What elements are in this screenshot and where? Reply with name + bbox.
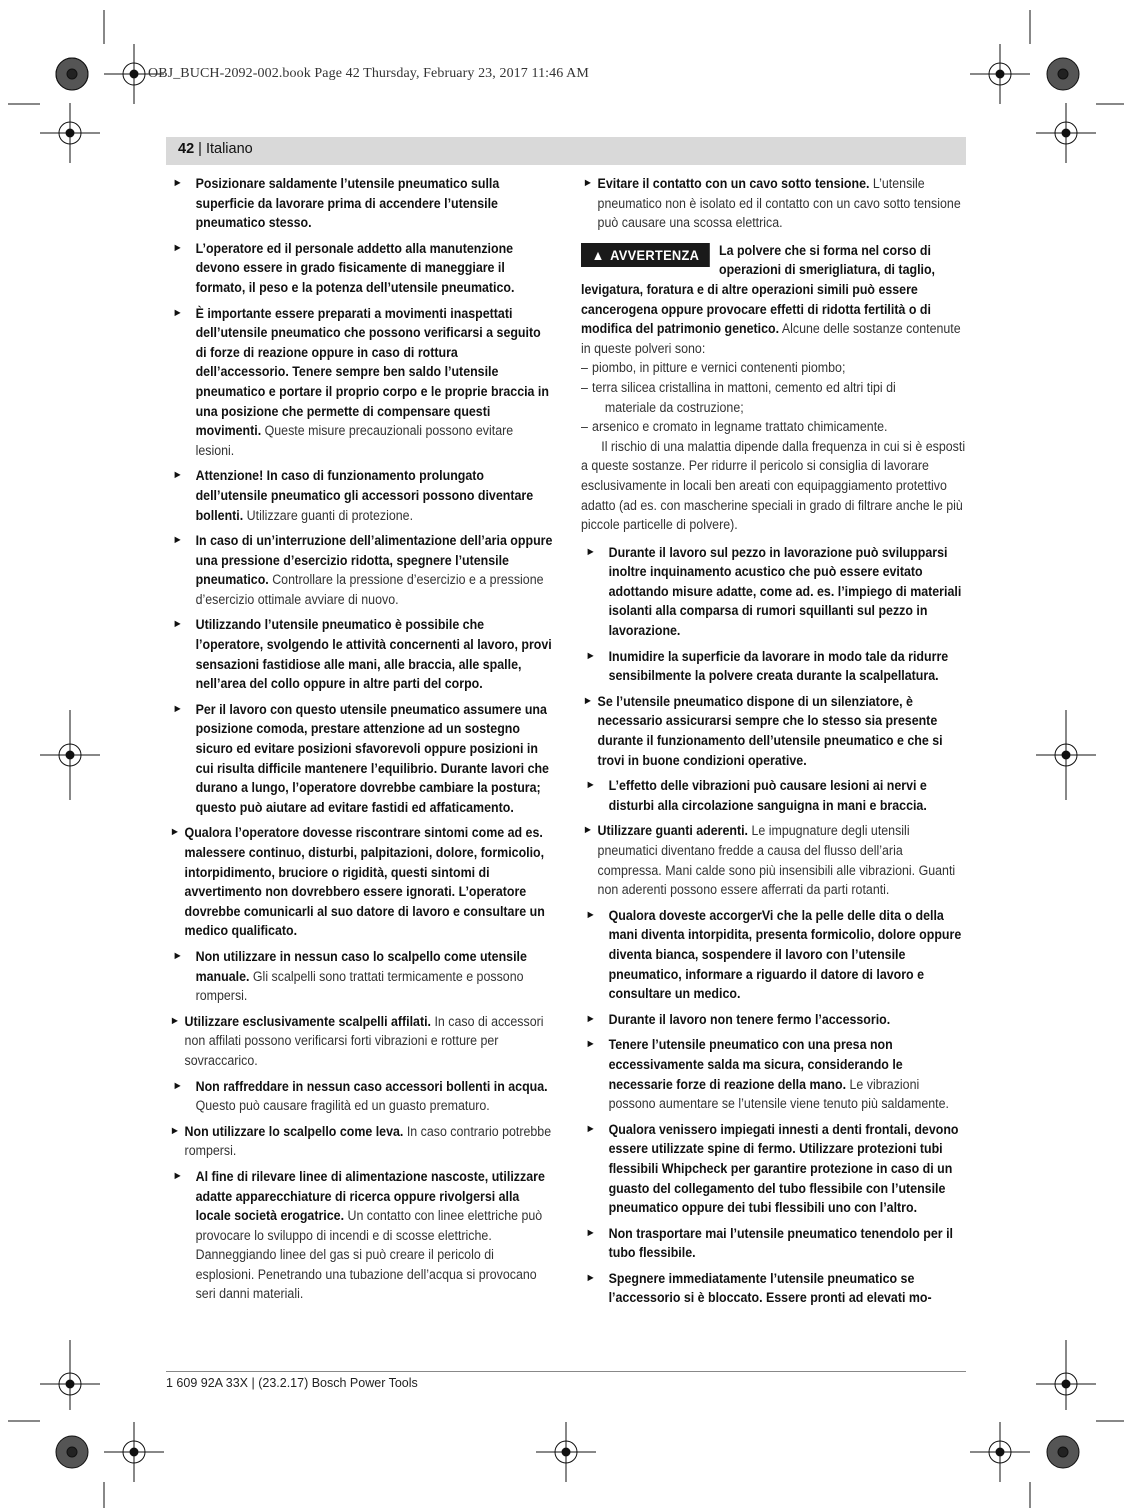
list-item: – terra silicea cristallina in mattoni, cemento ed altri tipi di [581,379,896,395]
crosshair-icon [40,1340,100,1410]
bullet-icon: ► [172,949,183,962]
bullet-icon: ► [585,1226,596,1239]
list-item: – piombo, in pitture e vernici contenenti piombo; [581,360,846,376]
bullet-icon: ► [172,534,183,547]
list-item: materiale da costruzione; [604,399,744,415]
page-number: 42 | Italiano [178,141,253,157]
warning-badge: ▲ AVVERTENZA [581,243,710,267]
right-column [581,174,967,1314]
safety-item: ► Durante il lavoro non tenere fermo l’accessorio. [581,1010,967,1030]
page-header [166,137,966,165]
crosshair-icon [1036,710,1096,800]
bullet-icon: ► [169,826,180,839]
color-rosette-icon [1047,1436,1079,1468]
bullet-icon: ► [172,177,183,189]
bullet-icon: ► [582,694,593,707]
warning-block: ▲ AVVERTENZA La polvere che si forma nel corso di operazioni di smerigliatura, di taglio, levigatura, foratura e di altre operazioni simili può essere cancerogena oppure provocare effetti di ridotta fertilità o di modifica del patrimonio genetico. Alcune delle sostanze contenute in queste polveri sono: – piombo, in pitture e vernici contenenti piombo; – terra silicea cristallina in mattoni, cemento ed altri tipi di materiale da costruzione; – arsenico e cromato in legname trattato chimicamente. Il rischio di una malattia dipende dalla frequenza in cui si è esposti a queste sostanze. Per ridurre il pericolo si consiglia di lavorare esclusivamente in locali ben areati con equipaggiamento protettivo adatto (ad es. con mascherine speciali in grado di filtrare anche le più piccole particelle di polvere). [581,241,967,535]
safety-item: ► Qualora venissero impiegati innesti a denti frontali, devono essere utilizzate spine di fermo. Utilizzare protezioni tubi flessibili Whipcheck per garantire protezione in caso di un guasto del collegamento del tubo flessibile con l’utensile pneumatico oppure dei tubi flessibili uno con l’altro. [585,1121,959,1216]
bullet-icon: ► [585,908,596,921]
crosshair-icon [1036,1340,1096,1410]
bullet-icon: ► [585,649,596,662]
safety-item: ► Inumidire la superficie da lavorare in modo tale da ridurre sensibilmente la polvere creata durante la scalpellatura. [585,648,949,684]
safety-item: ► Se l’utensile pneumatico dispone di un silenziatore, è necessario assicurarsi sempre che lo stesso sia presente durante il funzionamento dell’utensile pneumatico e che si trovi in buone condizioni operative. [582,693,943,768]
bullet-icon: ► [172,1079,183,1092]
safety-item: ► Qualora doveste accorgerVi che la pelle delle dita o della mani diventa intorpidita, presenta formicolio, dolore oppure diventa bianca, sospendere il lavoro con l’utensile pneumatico, informare a riguardo il datore di lavoro e consultare un medico. [585,907,962,1002]
crosshair-icon [40,103,100,163]
bullet-icon: ► [172,702,183,715]
page-footer: 1 609 92A 33X | (23.2.17) Bosch Power Tools [166,1376,418,1390]
bullet-icon: ► [585,1012,596,1025]
safety-item: ► Utilizzando l’utensile pneumatico è possibile che l’operatore, svolgendo le attività concernenti al lavoro, provi sensazioni fastidiose alle mani, alle braccia, alle spalle, nell’area del collo oppure in altre parti del corpo. [172,617,552,692]
crosshair-icon [970,1422,1030,1482]
safety-item: ► Utilizzare esclusivamente scalpelli affilati. In caso di accessori non affilati possono verificarsi forti vibrazioni e rotture per sovraccarico. [169,1013,544,1068]
safety-item: ► In caso di un’interruzione dell’alimentazione dell’aria oppure una pressione d’esercizio ridotta, spegnere l’utensile pneumatico. Controllare la pressione d’esercizio e a pressione d’esercizio ottimale avviare di nuovo. [172,533,553,607]
left-column [168,174,554,1310]
bullet-icon: ► [585,779,596,792]
safety-item: ► Non utilizzare in nessun caso lo scalpello come utensile manuale. Gli scalpelli sono trattati termicamente e possono rompersi. [172,948,527,1004]
safety-item: ► Al fine di rilevare linee di alimentazione nascoste, utilizzare adatte apparecchiature di ricerca oppure rivolgersi alla locale società erogatrice. Un contatto con linee elettriche può provocare lo sviluppo di incendi e di scosse elettriche. Danneggiando linee del gas si può creare il pericolo di esplosioni. Penetrando una tubazione dell’acqua si provocano seri danni materiali. [172,1168,545,1302]
bullet-icon: ► [582,177,593,189]
bullet-icon: ► [585,1038,596,1051]
safety-item: ► Durante il lavoro sul pezzo in lavorazione può svilupparsi inoltre inquinamento acustico che può essere evitato adottando misure adatte, come ad. es. l’impiego di materiali isolanti alla comparsa di rumori squillanti sul pezzo in lavorazione. [585,544,962,639]
crosshair-icon [1036,103,1096,163]
bullet-icon: ► [169,1014,180,1027]
bullet-icon: ► [172,1169,183,1182]
safety-item: ► L’operatore ed il personale addetto alla manutenzione devono essere in grado fisicamente di maneggiare il formato, il peso e la potenza dell’utensile pneumatico. [172,240,515,295]
list-item: – arsenico e cromato in legname trattato chimicamente. [581,419,888,435]
safety-item: ► Tenere l’utensile pneumatico con una presa non eccessivamente salda ma sicura, considerando le necessarie forze di reazione della mano. Le vibrazioni possono aumentare se l’utensile viene tenuto più saldamente. [585,1037,949,1112]
safety-item: ► L’effetto delle vibrazioni può causare lesioni ai nervi e disturbi alla circolazione sanguigna in mani e braccia. [585,778,927,813]
bullet-icon: ► [582,824,593,837]
safety-item: ► Spegnere immediatamente l’utensile pneumatico se l’accessorio si è bloccato. Essere pronti ad elevati mo- [585,1270,932,1306]
footer-rule [166,1371,966,1372]
warning-triangle-icon: ▲ [591,246,605,263]
bullet-icon: ► [172,618,183,631]
bullet-icon: ► [169,1124,180,1137]
safety-item: ► Non raffreddare in nessun caso accessori bollenti in acqua. Questo può causare fragilità ed un guasto prematuro. [172,1078,548,1114]
crosshair-icon [970,44,1030,104]
print-slug: OBJ_BUCH-2092-002.book Page 42 Thursday, February 23, 2017 11:46 AM [148,66,589,81]
crosshair-icon [536,1422,596,1482]
bullet-icon: ► [172,469,183,482]
safety-item: ► Non utilizzare lo scalpello come leva. In caso contrario potrebbe rompersi. [169,1123,552,1159]
safety-item: ► È importante essere preparati a movimenti inaspettati dell’utensile pneumatico che possono verificarsi a seguito di forze di reazione oppure in caso di rottura dell’accessorio. Tenere sempre ben saldo l’utensile pneumatico e portare il proprio corpo e le proprie braccia in una posizione che permette di compensare questi movimenti. Queste misure precauzionali possono evitare lesioni. [172,305,549,458]
safety-item: ► Qualora l’operatore dovesse riscontrare sintomi come ad es. malessere continuo, disturbi, palpitazioni, dolore, formicolio, intorpidimento, bruciore o rigidità, questi sintomi di avvertimento non dovrebbero essere ignorati. L’operatore dovrebbe comunicarli al suo datore di lavoro e consultare un medico qualificato. [169,825,545,939]
safety-item: ► Attenzione! In caso di funzionamento prolungato dell’utensile pneumatico gli accessori possono diventare bollenti. Utilizzare guanti di protezione. [172,468,534,523]
warning-paragraph: Il rischio di una malattia dipende dalla frequenza in cui si è esposti a queste sostanze. Per ridurre il pericolo si consiglia di lavorare esclusivamente in locali ben areati con equipaggiamento protettivo adatto (ad es. con mascherine speciali in grado di filtrare anche le più piccole particelle di polvere). [581,438,966,533]
bullet-icon: ► [172,306,183,319]
safety-item: ► Per il lavoro con questo utensile pneumatico assumere una posizione comoda, prestare attenzione ad un sostegno sicuro ed evitare posizioni sfavorevoli oppure posizioni in cui risulta difficile mantenere l’equilibrio. Durante lavori che durano a lungo, l’operatore dovrebbe cambiare la postura; questo può aiutare ad evitare fastidi ed affaticamento. [172,701,549,815]
crosshair-icon [40,710,100,800]
color-rosette-icon [56,58,88,90]
bullet-icon: ► [585,545,596,558]
safety-item: ► Utilizzare guanti aderenti. Le impugnature degli utensili pneumatici diventano fredde a causa del flusso dell’aria compressa. Mani calde sono più insensibili alle vibrazioni. Guanti non aderenti possono essere afferrati da parti rotanti. [582,823,956,898]
bullet-icon: ► [585,1122,596,1135]
bullet-icon: ► [172,241,183,254]
safety-item: ► Posizionare saldamente l’utensile pneumatico sulla superficie da lavorare prima di accendere l’utensile pneumatico stesso. [172,176,500,231]
safety-item: ► Non trasportare mai l’utensile pneumatico tenendolo per il tubo flessibile. [585,1225,953,1261]
bullet-icon: ► [585,1271,596,1284]
section-language: Italiano [205,141,253,157]
safety-item: ► Evitare il contatto con un cavo sotto tensione. L’utensile pneumatico non è isolato ed il contatto con un cavo sotto tensione può causare una scossa elettrica. [582,176,961,231]
color-rosette-icon [1047,58,1079,90]
color-rosette-icon [56,1436,88,1468]
crosshair-icon [104,1422,164,1482]
